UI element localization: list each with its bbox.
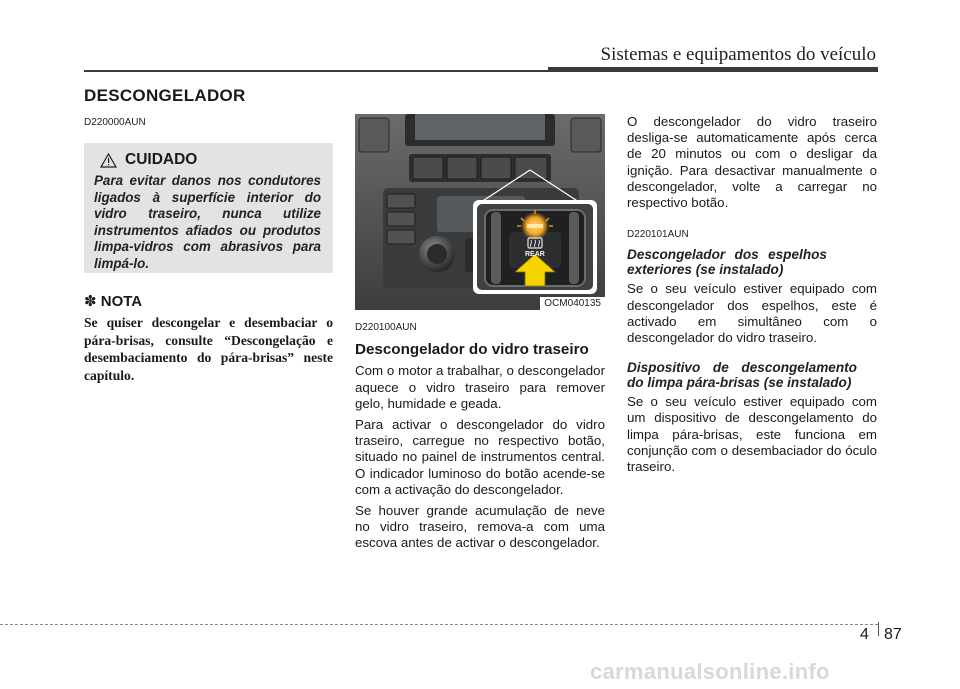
note-text: Se quiser descongelar e desembaciar o pára-brisas, consulte “Descongelação e desembaciamento do pára-brisas” neste capítulo. [84,315,333,383]
rear-defroster-para-4: O descongelador do vidro traseiro desliga-se automaticamente após cerca de 20 minutos ou com o desligar da ignição. Para desactivar manualmente o descongelador, volte a carregar no respectivo botão. [627,114,877,211]
figure-code: OCM040135 [540,297,605,310]
mirror-defroster-text: Se o seu veículo estiver equipado com descongelador dos espelhos, este é activado em simultâneo com o descongelador do vidro traseiro. [627,281,877,346]
mirror-defroster-code: D220101AUN [627,229,689,241]
chapter-number: 4 [860,626,869,643]
section-code: D220000AUN [84,117,146,128]
wiper-deicer-title: Dispositivo de descongelamento do limpa pára-brisas (se instalado) [627,360,857,391]
warning-triangle-icon [100,153,117,168]
rear-defroster-section [355,320,605,557]
section-title: DESCONGELADOR [84,86,246,105]
running-header: Sistemas e equipamentos do veículo [600,44,876,65]
rear-button-label: REAR [525,251,545,258]
rear-defroster-para-2: Para activar o descongelador do vidro traseiro, carregue no respectivo botão, situado no painel de instrumentos central. O indicador luminoso do botão acende-se com a activação do descongelador. [355,417,605,497]
rear-defroster-para-1: Com o motor a trabalhar, o descongelador aquece o vidro traseiro para remover gelo, humidade e geada. [355,363,605,411]
caution-heading [100,151,321,169]
rear-defroster-photo [355,114,605,310]
footer-rule [0,624,878,625]
caution-text: Para evitar danos nos condutores ligados à superfície interior do vidro traseiro, nunca utilize instrumentos afiados ou produtos limpa-vidros com abrasivos para limpá-lo. [94,173,321,271]
footer-divider [878,622,879,636]
watermark: carmanualsonline.info [590,659,830,684]
rear-defroster-title: Descongelador do vidro traseiro [355,341,589,359]
wiper-deicer-text: Se o seu veículo estiver equipado com um dispositivo de descongelamento do limpa pára-brisas, este funciona em conjunção com o desembaciador do óculo traseiro. [627,394,877,475]
caution-title: CUIDADO [125,151,198,168]
note-heading: ✽ NOTA [84,293,143,310]
header-rule [84,70,878,72]
right-column [627,114,877,480]
caution-box [84,143,333,273]
rear-defroster-code: D220100AUN [355,322,417,333]
rear-defroster-para-3: Se houver grande acumulação de neve no vidro traseiro, remova-a com uma escova antes de activar o descongelador. [355,503,605,551]
mirror-defroster-title: Descongelador dos espelhos exteriores (se instalado) [627,247,827,278]
page-number: 87 [884,626,902,643]
dashboard-illustration [355,114,605,310]
